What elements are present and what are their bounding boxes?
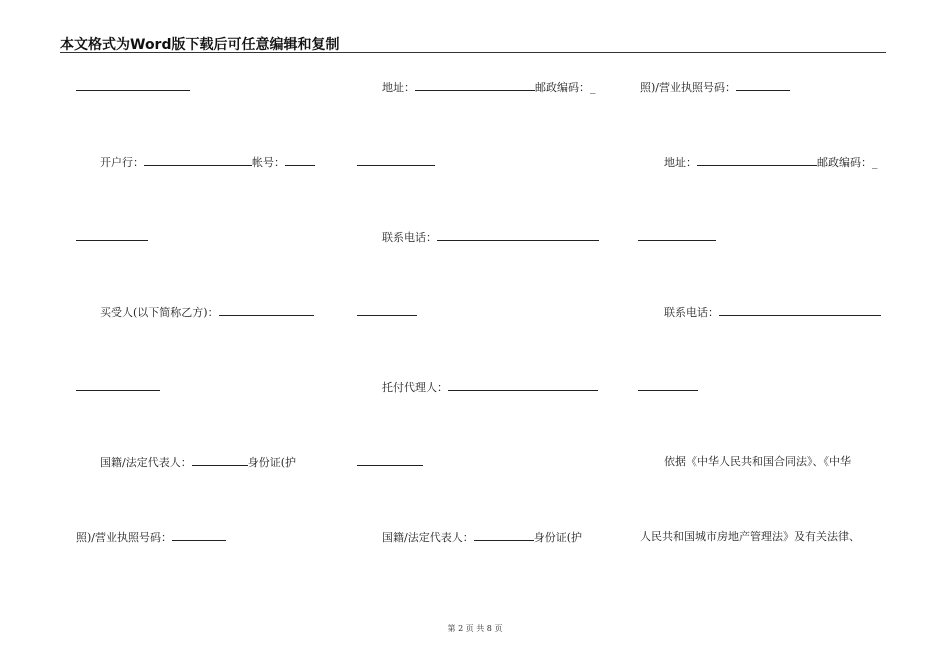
phone-line	[382, 230, 599, 245]
blank-line	[76, 230, 148, 245]
agent-blank	[448, 380, 598, 391]
license-label: 照)/营业执照号码：	[640, 81, 736, 94]
agent-label: 托付代理人：	[382, 381, 448, 394]
buyer-label: 买受人(以下简称乙方)：	[100, 306, 219, 319]
address-line-3	[664, 155, 878, 170]
license-line	[76, 530, 226, 545]
document-header: 本文格式为Word版下载后可任意编辑和复制	[60, 37, 340, 53]
agent-line	[382, 380, 598, 395]
blank-line	[357, 305, 417, 320]
phone-line-3	[664, 305, 881, 320]
nationality-line	[100, 455, 296, 470]
phone-label: 联系电话：	[382, 231, 437, 244]
bank-account-line	[100, 155, 315, 170]
account-blank	[285, 155, 315, 166]
address-line	[382, 80, 596, 95]
legal-basis-line: 依据《中华人民共和国合同法》、《中华	[664, 455, 851, 468]
id-label: 身份证(护	[247, 456, 297, 469]
blank-line	[76, 380, 160, 395]
page-footer: 第 2 页 共 8 页	[447, 624, 503, 633]
address-label: 地址：	[664, 156, 697, 169]
id-label: 身份证(护	[533, 531, 583, 544]
nationality-blank	[474, 530, 534, 541]
bank-blank	[144, 155, 252, 166]
address-blank	[697, 155, 817, 166]
bank-label: 开户行：	[100, 156, 144, 169]
postcode-label: 邮政编码：_	[535, 81, 596, 94]
account-label: 帐号：	[252, 156, 285, 169]
nationality-label: 国籍/法定代表人：	[100, 456, 192, 469]
phone-blank	[719, 305, 881, 316]
header-rule	[60, 52, 886, 53]
license-label: 照)/营业执照号码：	[76, 531, 172, 544]
blank-line	[357, 155, 435, 170]
legal-basis-line-2: 人民共和国城市房地产管理法》及有关法律、	[640, 530, 860, 543]
license-line-3	[640, 80, 790, 95]
license-blank	[736, 80, 790, 91]
nationality-blank	[192, 455, 248, 466]
buyer-blank	[219, 305, 314, 316]
phone-label: 联系电话：	[664, 306, 719, 319]
address-blank	[415, 80, 535, 91]
postcode-label: 邮政编码：_	[817, 156, 878, 169]
blank-line	[638, 380, 698, 395]
address-label: 地址：	[382, 81, 415, 94]
blank-line	[357, 455, 423, 470]
phone-blank	[437, 230, 599, 241]
nationality-line-2	[382, 530, 582, 545]
license-blank	[172, 530, 226, 541]
nationality-label: 国籍/法定代表人：	[382, 531, 474, 544]
blank-line	[638, 230, 716, 245]
blank-line	[76, 80, 190, 95]
buyer-line	[100, 305, 314, 320]
